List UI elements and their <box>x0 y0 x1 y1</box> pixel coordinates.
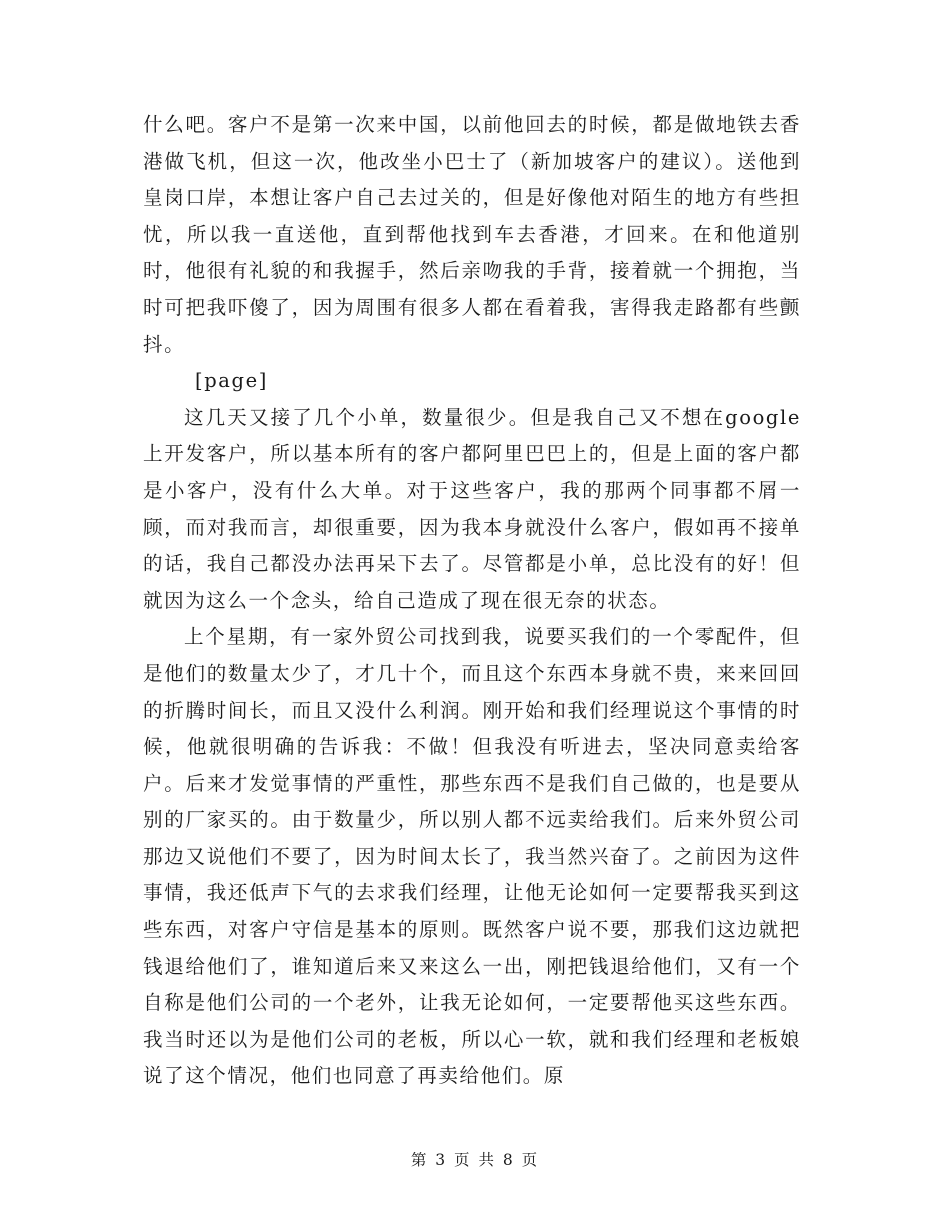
paragraph-2: 这几天又接了几个小单，数量很少。但是我自己又不想在google上开发客户，所以基本所有的客户都阿里巴巴上的，但是上面的客户都是小客户，没有什么大单。对于这些客户，我的那两个同事都不屑一顾，而对我而言，却很重要，因为我本身就没什么客户，假如再不接单的话，我自己都没办法再呆下去了。尽管都是小单，总比没有的好！但就因为这么一个念头，给自己造成了现在很无奈的状态。 <box>143 405 801 612</box>
page-number-footer: 第 3 页 共 8 页 <box>410 1151 540 1169</box>
page-marker: [page] <box>195 369 268 393</box>
paragraph-3: 上个星期，有一家外贸公司找到我，说要买我们的一个零配件，但是他们的数量太少了，才几十个，而且这个东西本身就不贵，来来回回的折腾时间长，而且又没什么利润。刚开始和我们经理说这个事情的时候，他就很明确的告诉我：不做！但我没有听进去，坚决同意卖给客户。后来才发觉事情的严重性，那些东西不是我们自己做的，也是要从别的厂家买的。由于数量少，所以别人都不远卖给我们。后来外贸公司那边又说他们不要了，因为时间太长了，我当然兴奋了。之前因为这件事情，我还低声下气的去求我们经理，让他无论如何一定要帮我买到这些东西，对客户守信是基本的原则。既然客户说不要，那我们这边就把钱退给他们了，谁知道后来又来这么一出，刚把钱退给他们，又有一个自称是他们公司的一个老外，让我无论如何，一定要帮他买这些东西。我当时还以为是他们公司的老板，所以心一软，就和我们经理和老板娘说了这个情况，他们也同意了再卖给他们。原 <box>143 625 801 1088</box>
paragraph-1: 什么吧。客户不是第一次来中国，以前他回去的时候，都是做地铁去香港做飞机，但这一次，他改坐小巴士了（新加坡客户的建议）。送他到皇岗口岸，本想让客户自己去过关的，但是好像他对陌生的地方有些担忧，所以我一直送他，直到帮他找到车去香港，才回来。在和他道别时，他很有礼貌的和我握手，然后亲吻我的手背，接着就一个拥抱，当时可把我吓傻了，因为周围有很多人都在看着我，害得我走路都有些颤抖。 <box>143 113 801 356</box>
document-body <box>143 107 801 1095</box>
